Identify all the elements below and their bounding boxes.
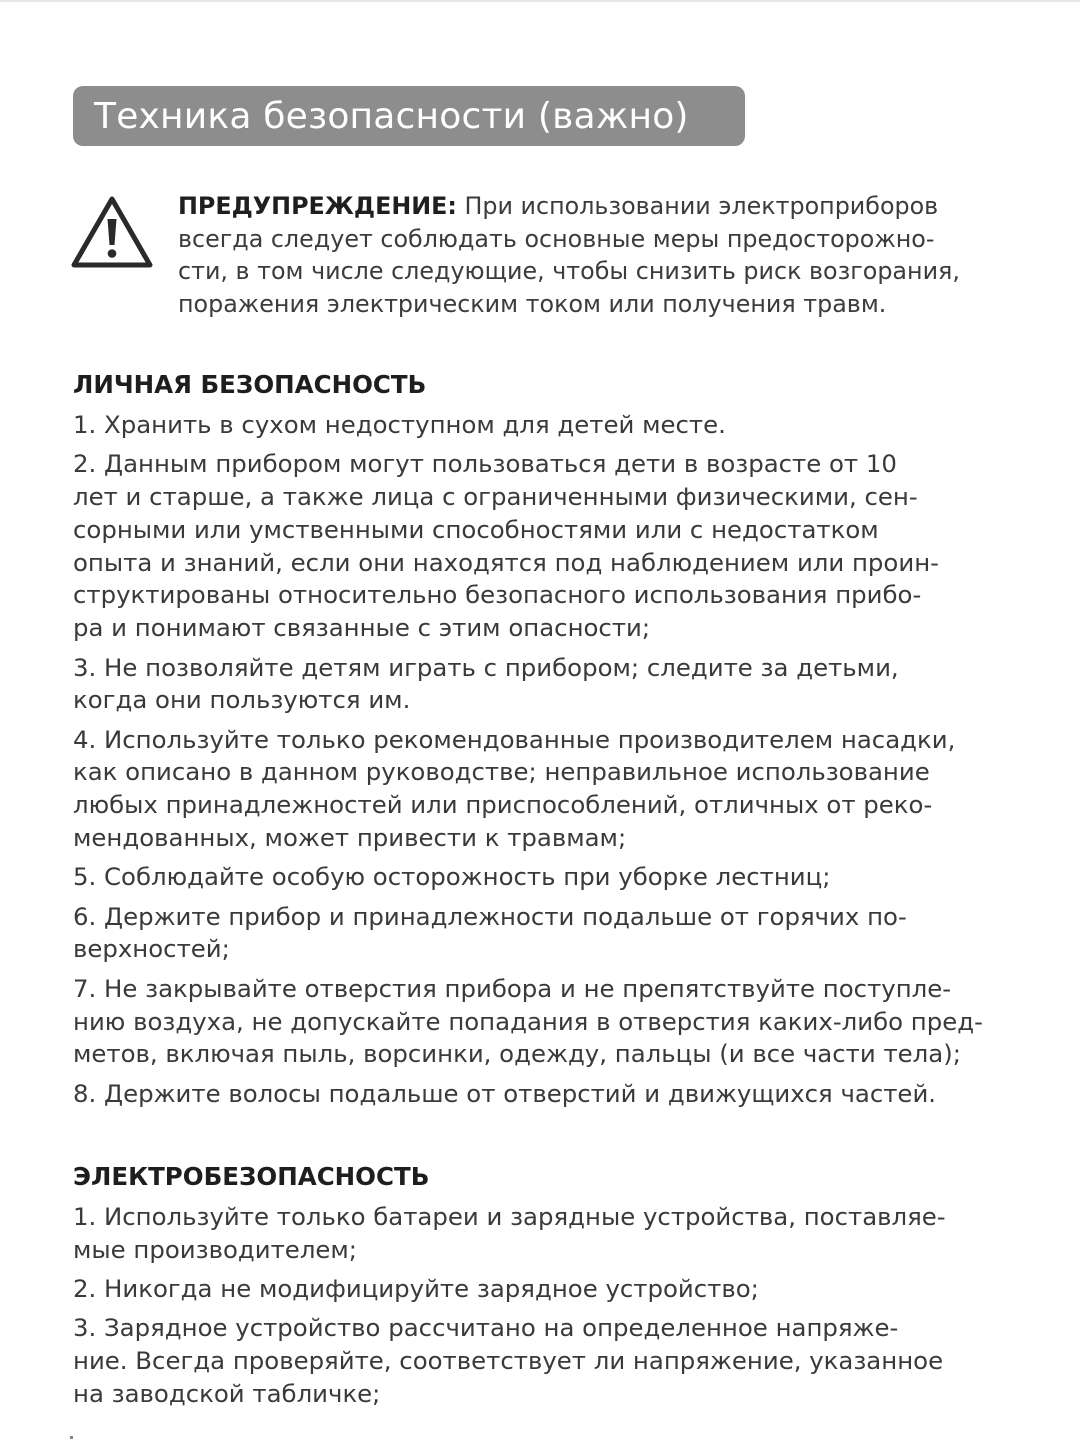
list-item-line: 5. Соблюдайте особую осторожность при уборке лестниц; (73, 862, 831, 892)
list-item (73, 1078, 1013, 1111)
page-edge-mark (70, 1436, 73, 1439)
list-item-line: как описано в данном руководстве; неправильное использование (73, 757, 930, 787)
list-item-line: мендованных, может привести к травмам; (73, 823, 627, 853)
warning-line: всегда следует соблюдать основные меры предосторожно- (178, 224, 935, 253)
list-item-line: ние. Всегда проверяйте, соответствует ли напряжение, указанное (73, 1346, 944, 1376)
list-item (73, 1273, 1013, 1306)
list-item-line: опыта и знаний, если они находятся под наблюдением или проин- (73, 547, 939, 577)
list-item-line: лет и старше, а также лица с ограниченными физическими, сен- (73, 482, 918, 512)
list-item (73, 973, 1013, 1071)
list-item-line: 4. Используйте только рекомендованные производителем насадки, (73, 724, 956, 754)
list-item-line: 7. Не закрывайте отверстия прибора и не препятствуйте поступле- (73, 973, 952, 1003)
electrical-safety-heading: ЭЛЕКТРОБЕЗОПАСНОСТЬ (73, 1162, 430, 1191)
top-divider (0, 0, 1080, 2)
warning-line: сти, в том числе следующие, чтобы снизить риск возгорания, (178, 257, 960, 286)
list-item-line: когда они пользуются им. (73, 685, 411, 715)
list-item (73, 448, 1013, 645)
list-item-line: 8. Держите волосы подальше от отверстий и движущихся частей. (73, 1078, 937, 1108)
list-item-line: структированы относительно безопасного использования прибо- (73, 580, 922, 610)
list-item (73, 1201, 1013, 1267)
warning-triangle-icon (70, 194, 154, 270)
list-item-line: 2. Никогда не модифицируйте зарядное устройство; (73, 1274, 759, 1304)
list-item (73, 652, 1013, 718)
list-item-line: нию воздуха, не допускайте попадания в отверстия каких-либо пред- (73, 1006, 983, 1036)
list-item-line: верхностей; (73, 934, 230, 964)
page-title-banner (73, 86, 745, 146)
list-item-line: мые производителем; (73, 1234, 358, 1264)
personal-safety-section (73, 369, 1013, 1117)
list-item (73, 724, 1013, 855)
electrical-safety-section (73, 1161, 1013, 1417)
list-item-line: 1. Хранить в сухом недоступном для детей месте. (73, 410, 726, 439)
list-item (73, 901, 1013, 967)
warning-label: ПРЕДУПРЕЖДЕНИЕ: (178, 192, 457, 220)
list-item-line: сорными или умственными способностями или с недостатком (73, 514, 879, 544)
warning-line: поражения электрическим током или получения травм. (178, 289, 887, 318)
warning-line: ПРЕДУПРЕЖДЕНИЕ: При использовании электроприборов (178, 192, 939, 220)
list-item-line: на заводской табличке; (73, 1378, 381, 1408)
list-item-line: ра и понимают связанные с этим опасности; (73, 613, 651, 643)
list-item-line: метов, включая пыль, ворсинки, одежду, пальцы (и все части тела); (73, 1039, 961, 1069)
list-item-line: любых принадлежностей или приспособлений, отличных от реко- (73, 790, 933, 820)
page-title: Техника безопасности (важно) (94, 95, 689, 137)
list-item (73, 1312, 1013, 1410)
list-item (73, 861, 1013, 894)
list-item-line: 1. Используйте только батареи и зарядные устройства, поставляе- (73, 1202, 946, 1231)
list-item-line: 3. Зарядное устройство рассчитано на определенное напряже- (73, 1313, 899, 1343)
list-item-line: 6. Держите прибор и принадлежности подальше от горячих по- (73, 901, 907, 931)
personal-safety-heading: ЛИЧНАЯ БЕЗОПАСНОСТЬ (73, 370, 427, 399)
list-item (73, 409, 1013, 442)
list-item-line: 2. Данным прибором могут пользоваться дети в возрасте от 10 (73, 449, 897, 479)
warning-text (178, 190, 1014, 320)
list-item-line: 3. Не позволяйте детям играть с прибором; следите за детьми, (73, 652, 899, 682)
